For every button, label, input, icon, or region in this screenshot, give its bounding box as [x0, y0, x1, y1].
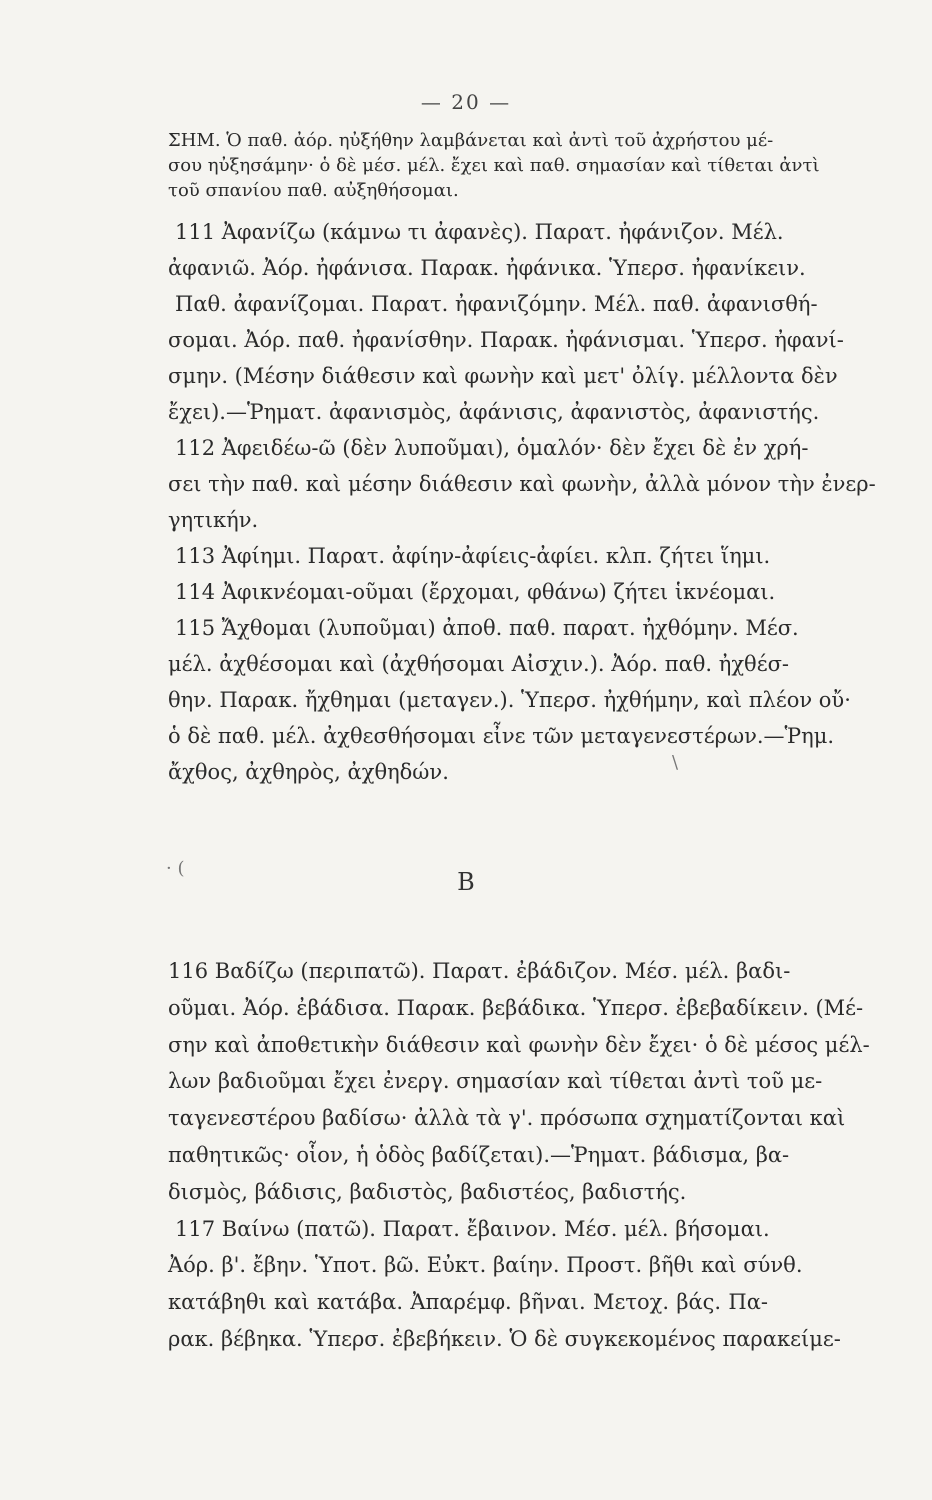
entry-line: ρακ. βέβηκα. Ὑπερσ. ἐβεβήκειν. Ὁ δὲ συγκεκομένος παρακείμε- [168, 1326, 841, 1351]
entry-line: 112 Ἀφειδέω-ῶ (δὲν λυποῦμαι), ὁμαλόν· δὲν ἔχει δὲ ἐν χρή- [175, 436, 809, 460]
entries-alpha-block [168, 214, 876, 790]
entry-line: θην. Παρακ. ἤχθημαι (μεταγεν.). Ὑπερσ. ἠχθήμην, καὶ πλέον οὔ· [168, 688, 851, 712]
entry-line: ἄχθος, ἀχθηρὸς, ἀχθηδών. [168, 760, 449, 784]
text-line: ΣΗΜ. Ὁ παθ. ἀόρ. ηὐξήθην λαμβάνεται καὶ ἀντὶ τοῦ ἀχρήστου μέ- [168, 130, 774, 151]
entries-beta-block [168, 953, 870, 1358]
entry-line: ὁ δὲ παθ. μέλ. ἀχθεσθήσομαι εἶνε τῶν μεταγενεστέρων.—Ῥημ. [168, 724, 835, 748]
entry-line: 111 Ἀφανίζω (κάμνω τι ἀφανὲς). Παρατ. ἠφάνιζον. Μέλ. [175, 220, 784, 244]
entry-line: Ἀόρ. β'. ἔβην. Ὑποτ. βῶ. Εὐκτ. βαίην. Προστ. βῆθι καὶ σύνθ. [168, 1253, 803, 1278]
entry-line: 115 Ἄχθομαι (λυποῦμαι) ἀποθ. παθ. παρατ. ἠχθόμην. Μέσ. [175, 616, 799, 640]
entry-line: μέλ. ἀχθέσομαι καὶ (ἀχθήσομαι Αἰσχιν.). Ἀόρ. παθ. ἠχθέσ- [168, 652, 790, 676]
text-line: σου ηὐξησάμην· ὁ δὲ μέσ. μέλ. ἔχει καὶ παθ. σημασίαν καὶ τίθεται ἀντὶ [168, 155, 820, 176]
entry-line: 114 Ἀφικνέομαι-οῦμαι (ἔρχομαι, φθάνω) ζήτει ἱκνέομαι. [175, 580, 776, 604]
entry-line: 113 Ἀφίημι. Παρατ. ἀφίην-ἀφίεις-ἀφίει. κλπ. ζήτει ἵημι. [175, 544, 771, 568]
note-block [168, 128, 820, 203]
entry-line: σει τὴν παθ. καὶ μέσην διάθεσιν καὶ φωνὴν, ἀλλὰ μόνον τὴν ἐνερ- [168, 472, 876, 496]
stray-mark: · ( [166, 858, 185, 879]
entry-line: κατάβηθι καὶ κατάβα. Ἀπαρέμφ. βῆναι. Μετοχ. βάς. Πα- [168, 1290, 768, 1315]
entry-line: 117 Βαίνω (πατῶ). Παρατ. ἔβαινον. Μέσ. μέλ. βήσομαι. [175, 1216, 770, 1241]
entry-line: σμην. (Μέσην διάθεσιν καὶ φωνὴν καὶ μετ' ὀλίγ. μέλλοντα δὲν [168, 364, 838, 388]
entry-line: ταγενεστέρου βαδίσω· ἀλλὰ τὰ γ'. πρόσωπα σχηματίζονται καὶ [168, 1106, 846, 1131]
entry-line: Παθ. ἀφανίζομαι. Παρατ. ἠφανιζόμην. Μέλ. παθ. ἀφανισθή- [175, 292, 818, 316]
entry-line: 116 Βαδίζω (περιπατῶ). Παρατ. ἐβάδιζον. Μέσ. μέλ. βαδι- [168, 959, 791, 983]
entry-line: οῦμαι. Ἀόρ. ἐβάδισα. Παρακ. βεβάδικα. Ὑπερσ. ἐβεβαδίκειν. (Μέ- [168, 995, 864, 1020]
section-letter: Β [457, 868, 475, 896]
entry-line: γητικήν. [168, 508, 259, 532]
entry-line: σομαι. Ἀόρ. παθ. ἠφανίσθην. Παρακ. ἠφάνισμαι. Ὑπερσ. ἠφανί- [168, 328, 844, 352]
entry-line: λων βαδιοῦμαι ἔχει ἐνεργ. σημασίαν καὶ τίθεται ἀντὶ τοῦ με- [168, 1069, 823, 1094]
entry-line: σην καὶ ἀποθετικὴν διάθεσιν καὶ φωνὴν δὲν ἔχει· ὁ δὲ μέσος μέλ- [168, 1032, 870, 1057]
page-number: — 20 — [420, 90, 512, 114]
entry-line: παθητικῶς· οἷον, ἡ ὁδὸς βαδίζεται).—Ῥηματ. βάδισμα, βα- [168, 1142, 790, 1167]
text-line: τοῦ σπανίου παθ. αὐξηθήσομαι. [168, 180, 459, 201]
stray-mark: \ [672, 752, 679, 773]
entry-line: ἔχει).—Ῥηματ. ἀφανισμὸς, ἀφάνισις, ἀφανιστὸς, ἀφανιστής. [168, 400, 820, 424]
entry-line: ἀφανιῶ. Ἀόρ. ἠφάνισα. Παρακ. ἠφάνικα. Ὑπερσ. ἠφανίκειν. [168, 256, 806, 280]
entry-line: δισμὸς, βάδισις, βαδιστὸς, βαδιστέος, βαδιστής. [168, 1179, 687, 1204]
